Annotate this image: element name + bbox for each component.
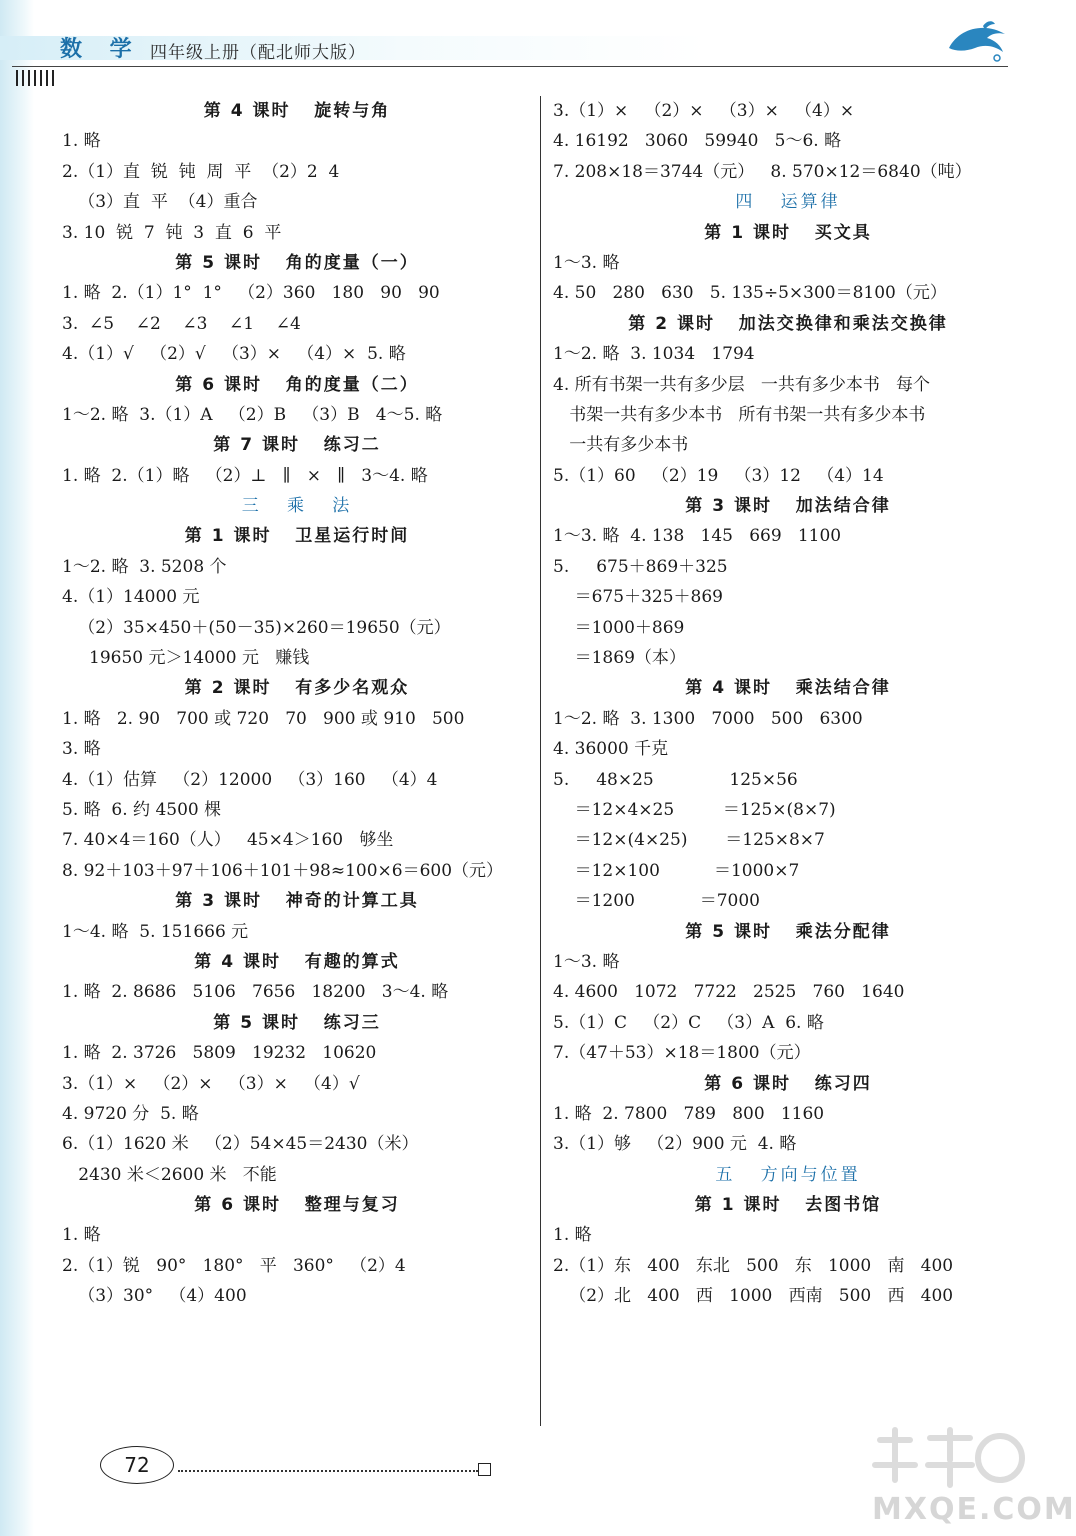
lesson-heading: 第 3 课时 神奇的计算工具 <box>175 891 419 912</box>
answer-line: 4.（1）估算 （2）12000 （3）160 （4）4 <box>62 769 438 790</box>
lesson-heading: 第 6 课时 整理与复习 <box>194 1195 400 1216</box>
lesson-heading: 第 2 课时 加法交换律和乘法交换律 <box>628 313 948 334</box>
answer-line: 4. 16192 3060 59940 5～6. 略 <box>553 131 842 152</box>
answer-line: 19650 元＞14000 元 赚钱 <box>62 648 310 669</box>
answer-line: 2.（1）东 400 东北 500 东 1000 南 400 <box>553 1255 954 1276</box>
answer-line: ＝1869（本） <box>553 648 686 669</box>
answer-line: 1. 略 <box>553 1225 592 1246</box>
answer-line: 3. 10 锐 7 钝 3 直 6 平 <box>62 222 282 243</box>
footer-end-square <box>478 1463 491 1476</box>
left-column <box>62 96 532 1312</box>
page-header <box>0 0 1042 70</box>
answer-line: （2）北 400 西 1000 西南 500 西 400 <box>553 1286 954 1307</box>
answer-line: 4.（1）√ （2）√ （3）× （4）× 5. 略 <box>62 344 406 365</box>
margin-ticks <box>16 70 54 88</box>
answer-line: 1. 略 2.（1）略 （2）⊥ ∥ × ∥ 3～4. 略 <box>62 465 428 486</box>
lesson-heading: 第 6 课时 角的度量（二） <box>175 374 419 395</box>
answer-line: 5.（1）C （2）C （3）A 6. 略 <box>553 1012 824 1033</box>
lesson-heading: 第 5 课时 角的度量（一） <box>175 252 419 273</box>
answer-line: ＝1000＋869 <box>553 617 685 638</box>
answer-line: 5. 48×25 125×56 <box>553 769 798 790</box>
answer-line: 1～2. 略 3. 1300 7000 500 6300 <box>553 708 863 729</box>
lesson-heading: 第 5 课时 乘法分配律 <box>685 921 891 942</box>
lesson-heading: 第 5 课时 练习三 <box>213 1012 381 1033</box>
lesson-heading: 第 3 课时 加法结合律 <box>685 496 891 517</box>
answer-line: 1. 略 2. 3726 5809 19232 10620 <box>62 1043 377 1064</box>
answer-line: ＝1200 ＝7000 <box>553 891 760 912</box>
answer-line: 1～3. 略 <box>553 252 620 273</box>
answer-line: 一共有多少本书 <box>553 435 689 456</box>
answer-line: 1. 略 2.（1）1° 1° （2）360 180 90 90 <box>62 283 440 304</box>
answer-line: 1～2. 略 3. 5208 个 <box>62 556 227 577</box>
answer-line: 1～4. 略 5. 151666 元 <box>62 921 249 942</box>
answer-line: 4.（1）14000 元 <box>62 587 200 608</box>
answer-line: 1～2. 略 3. 1034 1794 <box>553 344 755 365</box>
subject-title: 数 学 <box>60 36 142 62</box>
answer-line: 4. 4600 1072 7722 2525 760 1640 <box>553 982 905 1003</box>
watermark-text: MXQE.COM <box>872 1492 1076 1527</box>
lesson-heading: 第 4 课时 乘法结合律 <box>685 678 891 699</box>
page-number: 72 <box>100 1446 174 1484</box>
answer-line: 2.（1）直 锐 钝 周 平 （2）2 4 <box>62 161 340 182</box>
lesson-heading: 第 4 课时 旋转与角 <box>203 101 391 121</box>
answer-line: 7. 208×18＝3744（元） 8. 570×12＝6840（吨） <box>553 161 972 182</box>
lesson-heading: 第 6 课时 练习四 <box>704 1073 872 1094</box>
book-subtitle: 四年级上册（配北师大版） <box>150 43 366 63</box>
answer-line: 4. 9720 分 5. 略 <box>62 1103 199 1124</box>
answer-line: 4. 36000 千克 <box>553 739 669 760</box>
answer-line: 1. 略 <box>62 131 101 152</box>
answer-line: 1. 略 <box>62 1225 101 1246</box>
answer-line: ＝12×(4×25) ＝125×8×7 <box>553 830 825 851</box>
answer-line: 6.（1）1620 米 （2）54×45＝2430（米） <box>62 1134 419 1155</box>
footer-dotted-line <box>178 1470 478 1472</box>
header-rule <box>12 66 1008 67</box>
answer-line: 书架一共有多少本书 所有书架一共有多少本书 <box>553 404 926 425</box>
answer-line: 2430 米＜2600 米 不能 <box>62 1164 277 1185</box>
answer-line: ＝675＋325＋869 <box>553 587 723 608</box>
lesson-heading: 第 4 课时 有趣的算式 <box>194 951 400 972</box>
answer-line: ＝12×4×25 ＝125×(8×7) <box>553 799 836 820</box>
answer-line: ＝12×100 ＝1000×7 <box>553 860 800 881</box>
answer-line: （3）30° （4）400 <box>62 1286 247 1307</box>
answer-line: 4. 50 280 630 5. 135÷5×300＝8100（元） <box>553 283 947 304</box>
answer-line: 4. 所有书架一共有多少层 一共有多少本书 每个 <box>553 374 931 395</box>
answer-line: 1～2. 略 3.（1）A （2）B （3）B 4～5. 略 <box>62 404 443 425</box>
answer-line: 3.（1）× （2）× （3）× （4）× <box>553 101 855 121</box>
lesson-heading: 第 2 课时 有多少名观众 <box>184 678 410 699</box>
answer-line: 1～3. 略 <box>553 951 620 972</box>
answer-line: （2）35×450＋(50－35)×260＝19650（元） <box>62 617 451 638</box>
left-margin-tint <box>0 0 34 1536</box>
unit-heading: 五 方向与位置 <box>715 1164 861 1185</box>
lesson-heading: 第 1 课时 卫星运行时间 <box>184 526 410 547</box>
dolphin-logo-icon <box>945 18 1013 66</box>
answer-line: 7. 40×4＝160（人） 45×4＞160 够坐 <box>62 830 394 851</box>
lesson-heading: 第 1 课时 买文具 <box>704 222 872 243</box>
unit-heading: 四 运算律 <box>735 192 841 213</box>
answer-line: 1～3. 略 4. 138 145 669 1100 <box>553 526 842 547</box>
column-divider <box>540 96 541 1426</box>
lesson-heading: 第 1 课时 去图书馆 <box>694 1195 882 1216</box>
answer-line: 3.（1）够 （2）900 元 4. 略 <box>553 1134 797 1155</box>
answer-line: 5.（1）60 （2）19 （3）12 （4）14 <box>553 465 884 486</box>
answer-line: 3. 略 <box>62 739 101 760</box>
answer-line: 5. 675＋869＋325 <box>553 556 728 577</box>
answer-line: （3）直 平 （4）重合 <box>62 192 258 213</box>
lesson-heading: 第 7 课时 练习二 <box>213 435 381 456</box>
answer-line: 2.（1）锐 90° 180° 平 360° （2）4 <box>62 1255 406 1276</box>
answer-line: 7.（47＋53）×18＝1800（元） <box>553 1043 811 1064</box>
answer-line: 3.（1）× （2）× （3）× （4）√ <box>62 1073 360 1094</box>
answer-line: 5. 略 6. 约 4500 棵 <box>62 799 222 820</box>
answer-line: 1. 略 2. 8686 5106 7656 18200 3～4. 略 <box>62 982 449 1003</box>
unit-heading: 三 乘 法 <box>241 496 353 517</box>
answer-line: 1. 略 2. 90 700 或 720 70 900 或 910 500 <box>62 708 465 729</box>
answer-line: 3. ∠5 ∠2 ∠3 ∠1 ∠4 <box>62 313 301 334</box>
answer-line: 8. 92＋103＋97＋106＋101＋98≈100×6＝600（元） <box>62 860 504 881</box>
right-column <box>553 96 1023 1312</box>
answer-line: 1. 略 2. 7800 789 800 1160 <box>553 1103 825 1124</box>
